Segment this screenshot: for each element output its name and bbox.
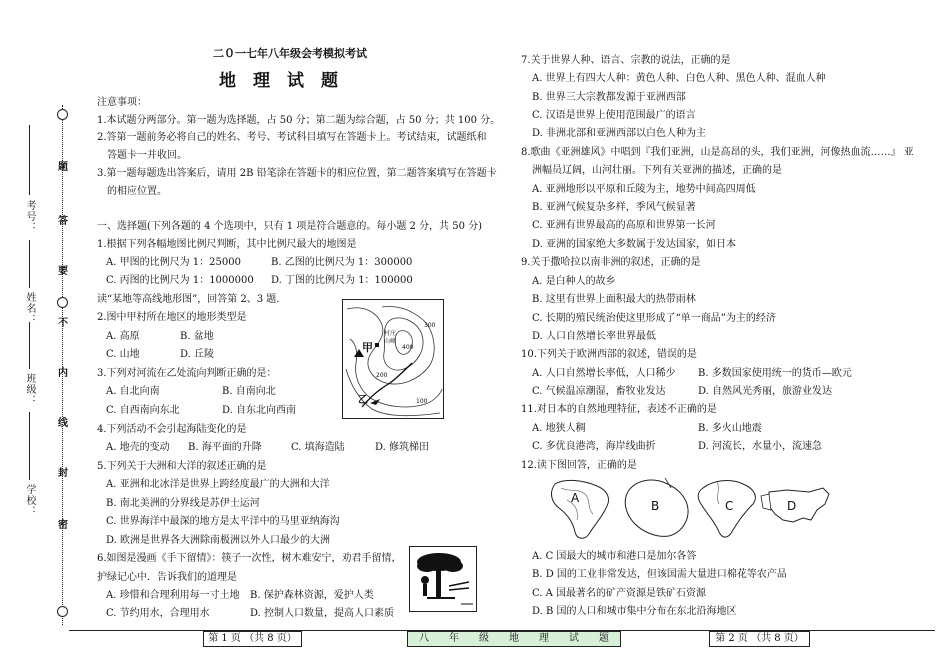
seal-char: 不 <box>58 318 68 329</box>
option-12d[interactable]: D. B 国的人口和城市集中分布在东北沿海地区 <box>532 606 737 617</box>
school-label: 学校： <box>24 484 35 517</box>
option-3c[interactable]: C. 自西南向东北 <box>106 405 180 416</box>
legend-village: 村庄 <box>384 330 397 337</box>
option-3d[interactable]: D. 自东北向西南 <box>222 405 297 416</box>
class-label: 班级： <box>24 373 35 406</box>
option-10a[interactable]: A. 人口自然增长率低，人口稀少 <box>532 368 676 379</box>
option-6a[interactable]: A. 珍惜和合理利用每一寸土地 <box>106 590 240 601</box>
country-maps <box>547 474 832 544</box>
option-2c[interactable]: C. 山地 <box>106 349 140 360</box>
option-12a[interactable]: A. C 国最大的城市和港口是加尔各答 <box>532 551 697 562</box>
exam-number-label: 考号： <box>24 200 35 233</box>
section-heading: 一、选择题(下列各题的 4 个选项中，只有 1 项是符合题意的。每小题 2 分，共 50 分) <box>97 221 483 232</box>
option-4d[interactable]: D. 修筑梯田 <box>375 442 430 453</box>
school-blank[interactable] <box>29 412 30 480</box>
option-1b[interactable]: B. 乙图的比例尺为 1：300000 <box>271 257 413 268</box>
option-6b[interactable]: B. 保护森林资源，爱护人类 <box>250 590 374 601</box>
country-a-label: A <box>571 491 580 505</box>
option-5b[interactable]: B. 南北美洲的分界线是苏伊士运河 <box>106 498 260 509</box>
notice-item: 的相应位置。 <box>107 186 167 197</box>
option-8a[interactable]: A. 亚洲地形以平原和丘陵为主，地势中间高四周低 <box>532 184 756 195</box>
option-4c[interactable]: C. 填海造陆 <box>291 442 345 453</box>
option-9b[interactable]: B. 这里有世界上面积最大的热带雨林 <box>532 294 696 305</box>
seal-hole-2 <box>57 297 68 308</box>
country-b-label: B <box>651 499 660 513</box>
name-label: 姓名： <box>24 292 35 325</box>
notice-item: 3.第一题每题选出答案后，请用 2B 铅笔涂在答题卡的相应位置，第二题答案填写在答题卡 <box>97 168 497 179</box>
option-11c[interactable]: C. 多优良港湾，海岸线曲折 <box>532 441 656 452</box>
question-3: 3.下列对河流在乙处流向判断正确的是： <box>97 368 277 379</box>
footer-subject-banner: 八 年 级 地 理 试 题 <box>407 631 621 647</box>
name-blank[interactable] <box>29 240 30 288</box>
option-12c[interactable]: C. A 国最著名的矿产资源是铁矿石资源 <box>532 588 707 599</box>
contour-300: 300 <box>424 322 436 329</box>
notice-item: 答题卡一并收回。 <box>107 150 187 161</box>
option-9c[interactable]: C. 长期的殖民统治使这里形成了“单一商品”为主的经济 <box>532 313 776 324</box>
question-10: 10.下列关于欧洲西部的叙述，错误的是 <box>521 349 697 360</box>
question-1: 1.根据下列各幅地图比例尺判断，其中比例尺最大的地图是 <box>97 239 357 250</box>
left-page-number: 第 1 页 （共 8 页） <box>203 631 302 647</box>
contour-200: 200 <box>376 372 388 379</box>
seal-char: 内 <box>58 368 68 379</box>
option-8d[interactable]: D. 亚洲的国家绝大多数属于发达国家，如日本 <box>532 239 737 250</box>
cartoon-image <box>409 546 477 612</box>
option-7d[interactable]: D. 非洲北部和亚洲西部以白色人种为主 <box>532 128 707 139</box>
seal-char: 答 <box>58 216 68 227</box>
notice-item: 1.本试题分两部分。第一题为选择题，占 50 分；第二题为综合题，占 50 分；共 100 分。 <box>97 115 501 126</box>
right-page-number: 第 2 页 （共 8 页） <box>709 631 810 647</box>
option-6c[interactable]: C. 节约用水，合理用水 <box>106 608 210 619</box>
map-country-b <box>625 478 688 536</box>
option-2a[interactable]: A. 高原 <box>106 331 140 342</box>
option-5c[interactable]: C. 世界海洋中最深的地方是太平洋中的马里亚纳海沟 <box>106 516 340 527</box>
option-9d[interactable]: D. 人口自然增长率世界最低 <box>532 331 657 342</box>
question-2-3-intro: 读“某地等高线地形图”，回答第 2、3 题. <box>97 294 280 305</box>
seal-char: 线 <box>58 418 68 429</box>
option-1d[interactable]: D. 丁图的比例尺为 1：100000 <box>271 275 413 286</box>
question-12: 12.读下图回答，正确的是 <box>521 460 637 471</box>
question-9: 9.关于撒哈拉以南非洲的叙述，正确的是 <box>521 257 701 268</box>
option-7a[interactable]: A. 世界上有四大人种：黄色人种、白色人种、黑色人种、混血人种 <box>532 73 826 84</box>
option-11b[interactable]: B. 多火山地震 <box>698 423 762 434</box>
option-3a[interactable]: A. 自北向南 <box>106 386 160 397</box>
option-5a[interactable]: A. 亚洲和北冰洋是世界上跨经度最广的大洲和大洋 <box>106 479 330 490</box>
seal-char: 密 <box>58 520 68 531</box>
country-d-label: D <box>787 499 797 513</box>
subject-title: 地 理 试 题 <box>219 71 338 91</box>
option-11a[interactable]: A. 地狭人稠 <box>532 423 586 434</box>
option-11d[interactable]: D. 河流长，水量小，流速急 <box>698 441 823 452</box>
class-blank[interactable] <box>29 322 30 369</box>
option-8b[interactable]: B. 亚洲气候复杂多样，季风气候显著 <box>532 202 696 213</box>
seal-char: 题 <box>58 162 68 173</box>
option-2d[interactable]: D. 丘陵 <box>180 349 215 360</box>
question-4: 4.下列活动不会引起海陆变化的是 <box>97 424 247 435</box>
map-country-c <box>698 481 755 538</box>
seal-hole-1 <box>57 109 68 120</box>
question-6-cont: 护绿记心中．告诉我们的道理是 <box>97 572 237 583</box>
option-7c[interactable]: C. 汉语是世界上使用范围最广的语言 <box>532 110 696 121</box>
question-5: 5.下列关于大洲和大洋的叙述正确的是 <box>97 461 267 472</box>
option-5d[interactable]: D. 欧洲是世界各大洲除南极洲以外人口最少的大洲 <box>106 535 331 546</box>
option-1c[interactable]: C. 丙图的比例尺为 1：1000000 <box>106 275 254 286</box>
option-10d[interactable]: D. 自然风光秀丽，旅游业发达 <box>698 386 833 397</box>
option-4a[interactable]: A. 地壳的变动 <box>106 442 170 453</box>
option-6d[interactable]: D. 控制人口数量，提高人口素质 <box>250 608 395 619</box>
exam-name: 二０一七年八年级会考模拟考试 <box>213 47 367 60</box>
option-8c[interactable]: C. 亚洲有世界最高的高原和世界第一长河 <box>532 220 716 231</box>
contour-map <box>342 299 444 419</box>
question-11: 11.对日本的自然地理特征，表述不正确的是 <box>521 404 717 415</box>
option-3b[interactable]: B. 自南向北 <box>222 386 276 397</box>
legend-peak: 山峰 <box>384 338 397 345</box>
option-1a[interactable]: A. 甲图的比例尺为 1：25000 <box>106 257 241 268</box>
option-10c[interactable]: C. 气候温凉潮湿，畜牧业发达 <box>532 386 666 397</box>
exam-number-blank[interactable] <box>29 125 30 195</box>
option-2b[interactable]: B. 盆地 <box>180 331 214 342</box>
question-8-cont: 洲幅员辽阔，山河壮丽。下列有关亚洲的描述，正确的是 <box>532 165 782 176</box>
option-4b[interactable]: B. 海平面的升降 <box>188 442 262 453</box>
option-9a[interactable]: A. 是白种人的故乡 <box>532 276 616 287</box>
contour-400: 400 <box>402 344 414 351</box>
option-7b[interactable]: B. 世界三大宗教都发源于亚洲西部 <box>532 92 686 103</box>
map-country-d <box>761 488 829 522</box>
seal-char: 封 <box>58 468 68 479</box>
village-label: 甲 <box>362 341 373 354</box>
seal-char: 要 <box>58 266 68 277</box>
notice-heading: 注意事项： <box>97 97 147 108</box>
country-c-label: C <box>725 499 734 513</box>
seal-hole-3 <box>57 606 68 617</box>
site-label: 乙 <box>358 395 368 406</box>
question-2: 2.图中甲村所在地区的地形类型是 <box>97 312 247 323</box>
option-10b[interactable]: B. 多数国家使用统一的货币—欧元 <box>698 368 852 379</box>
question-7: 7.关于世界人种、语言、宗教的说法，正确的是 <box>521 55 731 66</box>
map-country-a <box>552 480 609 538</box>
question-8: 8.歌曲《亚洲雄风》中唱到『我们亚洲，山是高昂的头，我们亚洲，河像热血流……』 亚 <box>521 147 914 158</box>
option-12b[interactable]: B. D 国的工业非常发达，但该国需大量进口棉花等农产品 <box>532 569 787 580</box>
contour-100: 100 <box>416 398 428 405</box>
question-6: 6.如图是漫画《手下留情》：筷子一次性，树木难安宁，劝君手留情， <box>97 553 402 564</box>
notice-item: 2.答第一题前务必将自己的姓名、考号、考试科目填写在答题卡上。考试结束，试题纸和 <box>97 132 487 143</box>
